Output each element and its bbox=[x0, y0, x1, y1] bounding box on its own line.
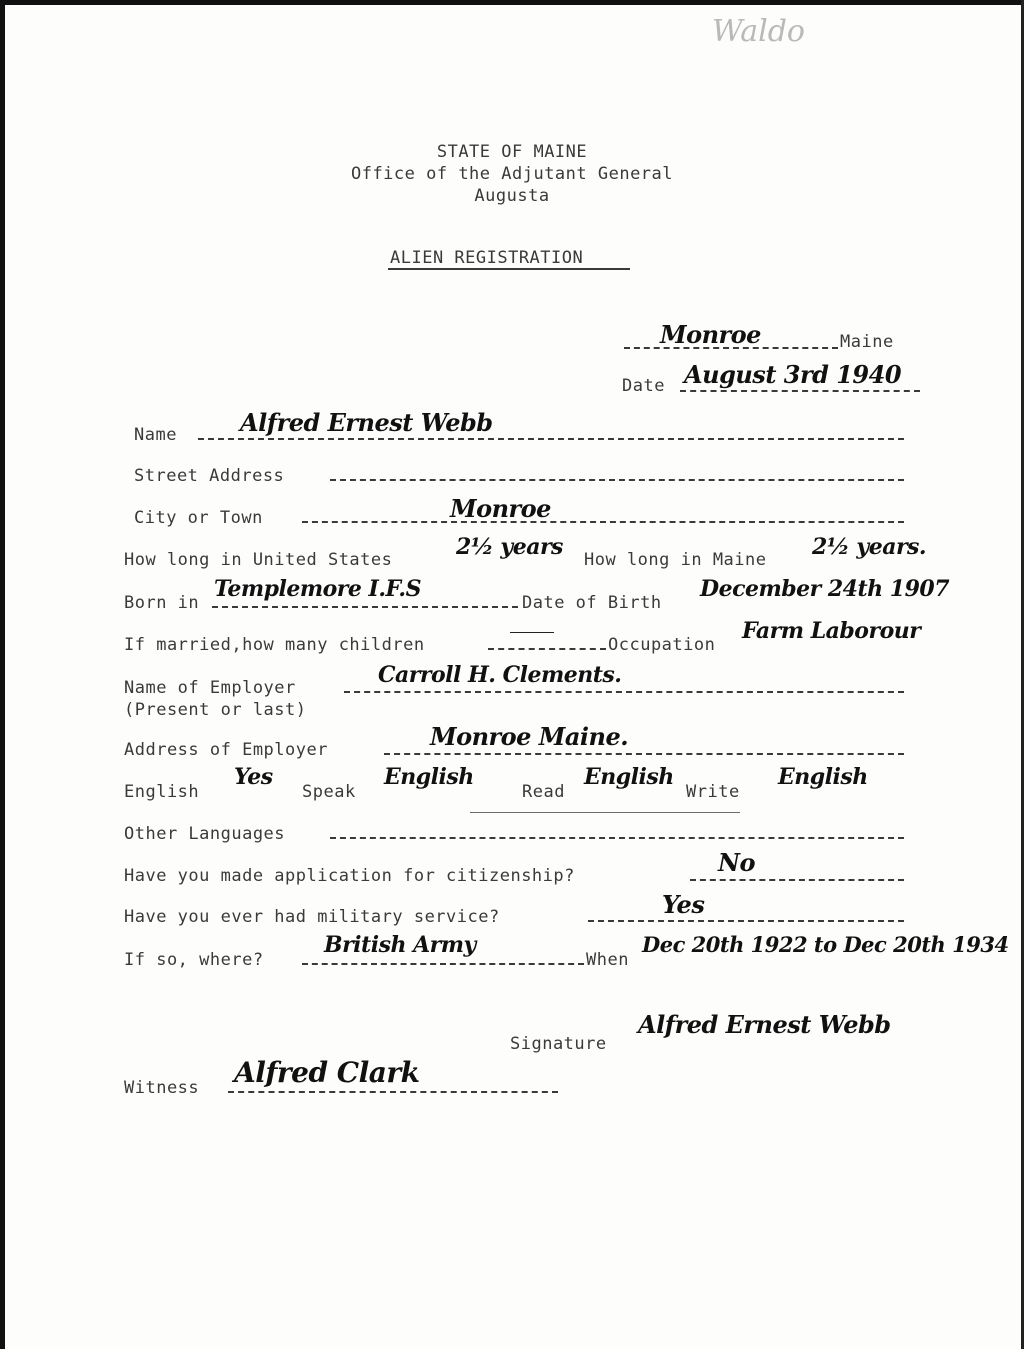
place-value: Monroe bbox=[660, 320, 761, 349]
date-value: August 3rd 1940 bbox=[684, 360, 902, 389]
us-time-label: How long in United States bbox=[124, 550, 393, 570]
name-label: Name bbox=[134, 425, 177, 445]
signature-value: Alfred Ernest Webb bbox=[638, 1010, 891, 1039]
name-line bbox=[198, 438, 904, 440]
street-line bbox=[330, 479, 904, 481]
children-value-stroke bbox=[510, 632, 554, 633]
scan-edge-top bbox=[0, 0, 1024, 5]
english-label: English bbox=[124, 782, 200, 802]
us-time-value: 2½ years bbox=[456, 534, 563, 560]
maine-time-label: How long in Maine bbox=[584, 550, 767, 570]
maine-time-value: 2½ years. bbox=[812, 534, 927, 560]
children-line bbox=[488, 648, 606, 650]
street-label: Street Address bbox=[134, 466, 285, 486]
english-value: Yes bbox=[234, 764, 273, 790]
other-lang-label: Other Languages bbox=[124, 824, 286, 844]
military-value: Yes bbox=[662, 890, 705, 919]
date-label: Date bbox=[622, 376, 665, 396]
read-value: English bbox=[584, 764, 674, 790]
military-line bbox=[588, 920, 904, 922]
children-label: If married,how many children bbox=[124, 635, 425, 655]
born-label: Born in bbox=[124, 593, 200, 613]
when-value: Dec 20th 1922 to Dec 20th 1934 bbox=[642, 932, 1009, 957]
english-stray-stroke bbox=[470, 812, 740, 813]
occupation-value: Farm Laborour bbox=[742, 618, 921, 644]
witness-line bbox=[228, 1091, 558, 1093]
dob-label: Date of Birth bbox=[522, 593, 662, 613]
employer-line bbox=[344, 691, 904, 693]
form-title-underline bbox=[388, 268, 630, 270]
born-value: Templemore I.F.S bbox=[214, 576, 421, 602]
speak-label: Speak bbox=[302, 782, 356, 802]
date-line bbox=[680, 390, 920, 392]
where-label: If so, where? bbox=[124, 950, 264, 970]
other-lang-line bbox=[330, 837, 904, 839]
city-line bbox=[302, 521, 904, 523]
city-value: Monroe bbox=[450, 494, 551, 523]
header-office: Office of the Adjutant General bbox=[350, 164, 674, 184]
form-title: ALIEN REGISTRATION bbox=[390, 248, 584, 268]
speak-value: English bbox=[384, 764, 474, 790]
signature-label: Signature bbox=[510, 1034, 607, 1054]
citizenship-label: Have you made application for citizenship? bbox=[124, 866, 575, 886]
write-value: English bbox=[778, 764, 868, 790]
born-line bbox=[212, 606, 518, 608]
where-value: British Army bbox=[324, 932, 476, 958]
employer-addr-value: Monroe Maine. bbox=[430, 722, 629, 751]
read-label: Read bbox=[522, 782, 565, 802]
citizenship-line bbox=[690, 879, 904, 881]
employer-value: Carroll H. Clements. bbox=[378, 662, 622, 688]
where-line bbox=[302, 963, 584, 965]
city-label: City or Town bbox=[134, 508, 263, 528]
employer-addr-label: Address of Employer bbox=[124, 740, 328, 760]
write-label: Write bbox=[686, 782, 740, 802]
header-state: STATE OF MAINE bbox=[436, 142, 588, 162]
header-city: Augusta bbox=[474, 186, 550, 206]
place-suffix: Maine bbox=[840, 332, 894, 352]
witness-label: Witness bbox=[124, 1078, 200, 1098]
employer-label: Name of Employer bbox=[124, 678, 296, 698]
citizenship-value: No bbox=[718, 848, 755, 877]
employer-sublabel: (Present or last) bbox=[124, 700, 307, 720]
when-label: When bbox=[586, 950, 629, 970]
name-value: Alfred Ernest Webb bbox=[240, 408, 493, 437]
witness-value: Alfred Clark bbox=[234, 1056, 420, 1089]
dob-value: December 24th 1907 bbox=[700, 576, 950, 602]
military-label: Have you ever had military service? bbox=[124, 907, 500, 927]
occupation-label: Occupation bbox=[608, 635, 716, 655]
employer-addr-line bbox=[384, 753, 904, 755]
pencil-note: Waldo bbox=[712, 14, 805, 49]
